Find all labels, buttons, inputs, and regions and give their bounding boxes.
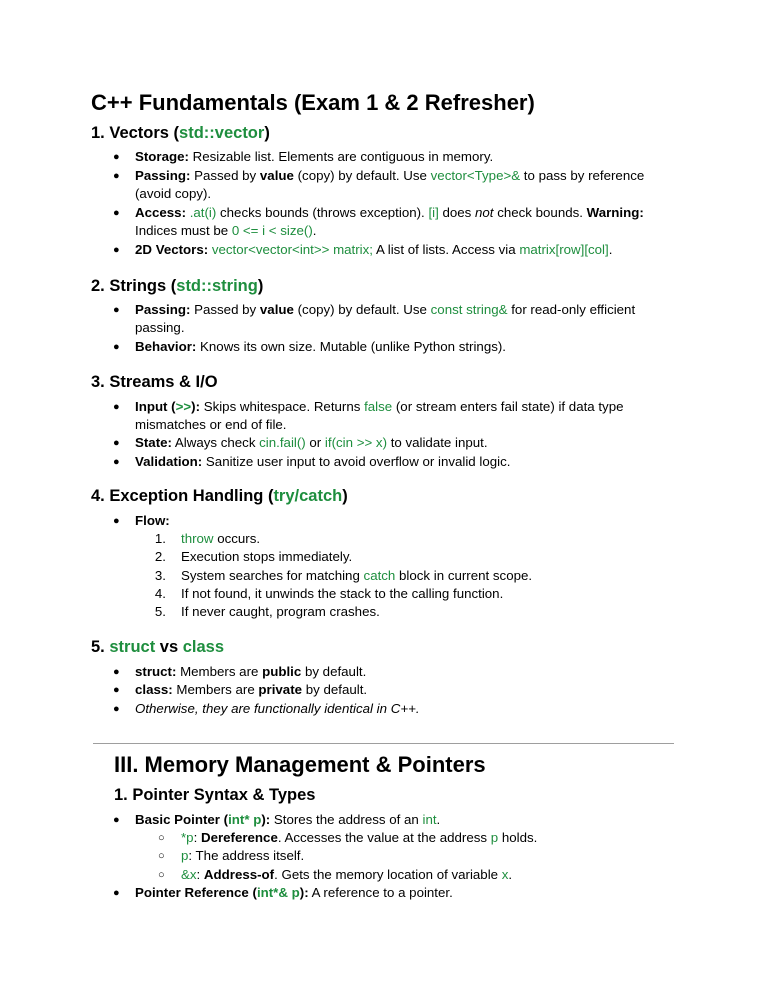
sub-bullet-icon: ○ — [158, 869, 165, 881]
bullet-icon: ● — [113, 515, 120, 527]
vectors-access-item: Access: .at(i) checks bounds (throws exception). [i] does not check bounds. Warning: — [135, 205, 644, 220]
exceptions-step: If not found, it unwinds the stack to the calling function. — [181, 586, 504, 601]
bullet-icon: ● — [113, 887, 120, 899]
exceptions-step: throw occurs. — [181, 531, 261, 546]
class-item: class: Members are private by default. — [135, 682, 368, 697]
step-number: 3. — [154, 568, 166, 583]
document-title: C++ Fundamentals (Exam 1 & 2 Refresher) — [91, 90, 535, 115]
address-of-item: &x: Address-of. Gets the memory location of variable x. — [181, 867, 513, 882]
vectors-access-item-cont: Indices must be 0 <= i < size(). — [135, 223, 317, 238]
address-item: p: The address itself. — [181, 848, 305, 863]
step-number: 4. — [154, 586, 166, 601]
strings-passing-item-cont: passing. — [135, 320, 185, 335]
section-divider — [93, 743, 674, 744]
pointer-syntax-heading: 1. Pointer Syntax & Types — [114, 786, 316, 804]
strings-passing-item: Passing: Passed by value (copy) by default. Use const string& for read-only efficient — [135, 302, 636, 317]
bullet-icon: ● — [113, 814, 120, 826]
vectors-storage-item: Storage: Resizable list. Elements are contiguous in memory. — [135, 149, 494, 164]
bullet-icon: ● — [113, 341, 120, 353]
streams-input-item-cont: mismatches or end of file. — [135, 417, 287, 432]
structclass-otherwise: Otherwise, they are functionally identical in C++. — [135, 701, 420, 716]
step-number: 1. — [154, 531, 166, 546]
bullet-icon: ● — [113, 207, 120, 219]
strings-heading: 2. Strings (std::string) — [91, 277, 264, 295]
bullet-icon: ● — [113, 684, 120, 696]
exceptions-step: If never caught, program crashes. — [181, 604, 380, 619]
dereference-item: *p: Dereference. Accesses the value at the address p holds. — [181, 830, 538, 845]
streams-heading: 3. Streams & I/O — [91, 373, 218, 391]
bullet-icon: ● — [113, 666, 120, 678]
vectors-passing-item: Passing: Passed by value (copy) by default. Use vector<Type>& to pass by reference — [135, 168, 645, 183]
vectors-heading: 1. Vectors (std::vector) — [91, 124, 270, 142]
streams-validation-item: Validation: Sanitize user input to avoid overflow or invalid logic. — [135, 454, 511, 469]
bullet-icon: ● — [113, 304, 120, 316]
exceptions-step: System searches for matching catch block in current scope. — [181, 568, 533, 583]
structclass-heading: 5. struct vs class — [91, 638, 225, 656]
exceptions-flow-label: Flow: — [135, 513, 170, 528]
exceptions-heading: 4. Exception Handling (try/catch) — [91, 487, 348, 505]
step-number: 2. — [154, 549, 166, 564]
step-number: 5. — [154, 604, 166, 619]
bullet-icon: ● — [113, 170, 120, 182]
bullet-icon: ● — [113, 244, 120, 256]
exceptions-step: Execution stops immediately. — [181, 549, 353, 564]
basic-pointer-item: Basic Pointer (int* p): Stores the address of an int. — [135, 812, 441, 827]
streams-state-item: State: Always check cin.fail() or if(cin >> x) to validate input. — [135, 435, 488, 450]
vectors-2d-item: 2D Vectors: vector<vector<int>> matrix; A list of lists. Access via matrix[row][col]. — [135, 242, 613, 257]
sub-bullet-icon: ○ — [158, 832, 165, 844]
struct-item: struct: Members are public by default. — [135, 664, 367, 679]
pointer-reference-item: Pointer Reference (int*& p): A reference to a pointer. — [135, 885, 453, 900]
strings-behavior-item: Behavior: Knows its own size. Mutable (unlike Python strings). — [135, 339, 506, 354]
sub-bullet-icon: ○ — [158, 850, 165, 862]
bullet-icon: ● — [113, 151, 120, 163]
streams-input-item: Input (>>): Skips whitespace. Returns false (or stream enters fail state) if data type — [135, 399, 624, 414]
bullet-icon: ● — [113, 456, 120, 468]
bullet-icon: ● — [113, 703, 120, 715]
memory-title: III. Memory Management & Pointers — [114, 752, 486, 777]
bullet-icon: ● — [113, 437, 120, 449]
vectors-passing-item-cont: (avoid copy). — [135, 186, 212, 201]
bullet-icon: ● — [113, 401, 120, 413]
